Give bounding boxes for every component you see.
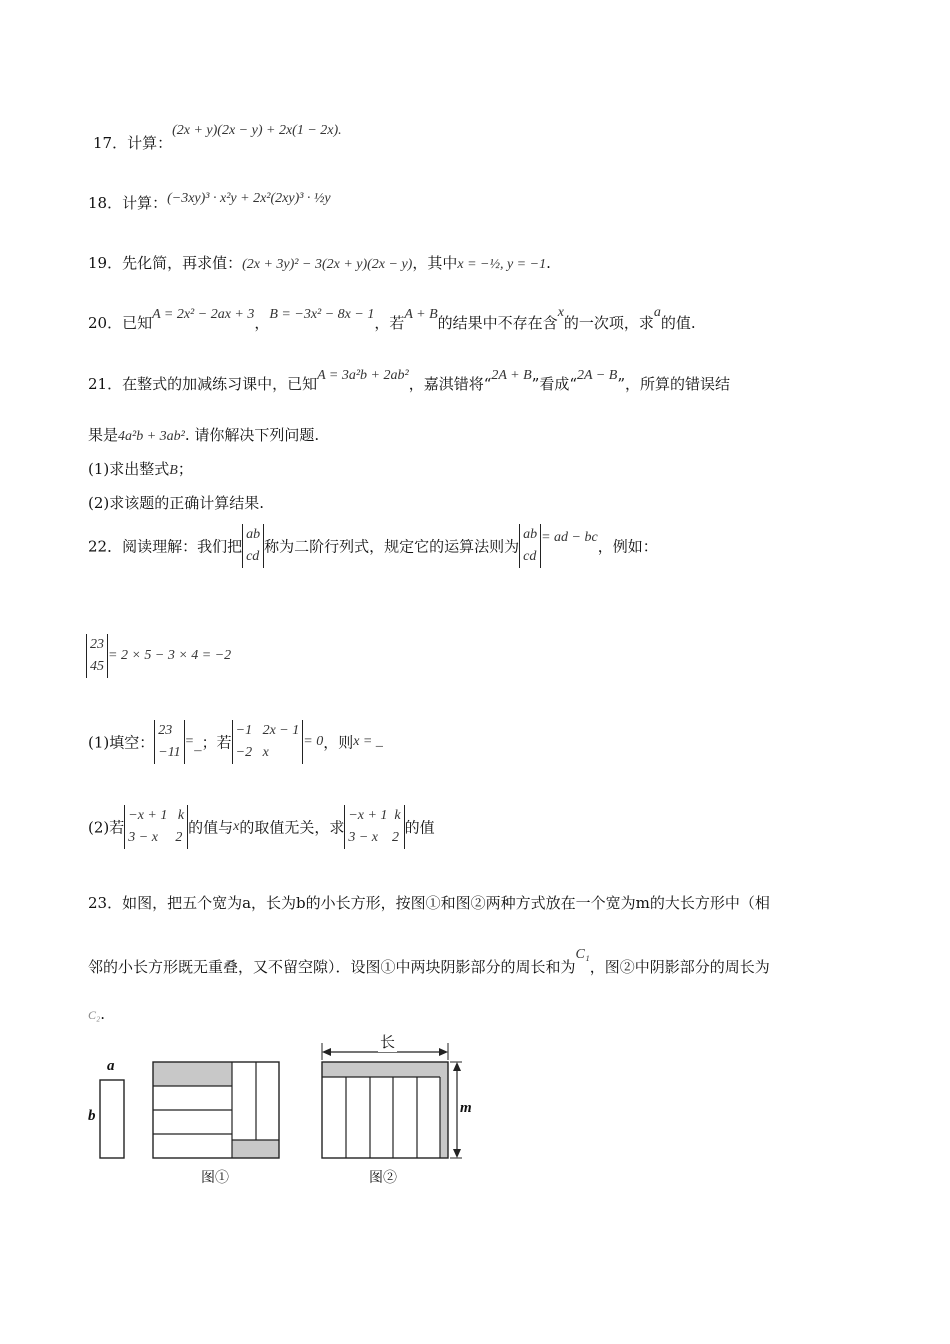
fig-label-b: b: [88, 1108, 96, 1124]
q22-d1r2: cd: [246, 549, 260, 564]
q22-s1c: _；若: [194, 733, 232, 752]
q23-l3: .: [100, 1005, 105, 1023]
q23-l1: 23．如图，把五个宽为a，长为b的小长方形，按图①和图②两种方式放在一个宽为m的大长方形中（相: [88, 894, 770, 912]
q22-s1a: (1)填空：: [88, 733, 155, 752]
fig1-caption: 图①: [201, 1170, 229, 1186]
q19-label: 19．先化简，再求值：: [88, 254, 243, 272]
q19-expr: (2x + 3y)² − 3(2x + y)(2x − y): [242, 257, 413, 272]
q22-s1f: x = _: [353, 734, 383, 749]
q23-l2a: 邻的小长方形既无重叠，又不留空隙）．设图①中两块阴影部分的周长和为: [88, 958, 576, 976]
q20-AB: A + B: [404, 307, 438, 322]
q23-l2b: ，图②中阴影部分的周长为: [589, 958, 770, 976]
m-arrowhead-bottom: [453, 1149, 461, 1158]
fig2-caption: 图②: [369, 1170, 397, 1186]
q18-label: 18．计算：: [88, 194, 168, 212]
q22-d2r2: cd: [523, 549, 537, 564]
len-arrowhead-right: [439, 1048, 448, 1056]
q20-p4: 的一次项，求: [563, 314, 654, 332]
fig1-outer: [153, 1062, 279, 1158]
q18: [88, 192, 331, 213]
q19-cond: x = −½, y = −1: [457, 257, 547, 272]
fig2-shade-right: [440, 1062, 448, 1158]
q22-f1r1: 23: [158, 723, 173, 738]
q17: [93, 123, 342, 153]
q21-sub1: [88, 458, 193, 479]
q22-g1r1: −x + 1 k: [128, 808, 185, 823]
q20-a: a: [653, 305, 661, 320]
q17-label: 17．计算：: [93, 134, 173, 152]
q22-f1-det: [154, 720, 184, 764]
q22-s1d: = 0: [303, 734, 324, 749]
q19: [88, 252, 551, 273]
q22-f2r1: −1 2x − 1: [235, 723, 300, 738]
m-arrowhead-top: [453, 1062, 461, 1071]
q22-ex-r2: 45: [90, 659, 104, 674]
q22-d2r1: ab: [523, 527, 538, 542]
q23-line1: [88, 892, 770, 913]
q22-det2: [519, 524, 541, 568]
q21-sub1b: B: [169, 463, 178, 478]
q22-s2d: 的取值无关，求: [239, 818, 345, 837]
q22-s1e: ，则: [323, 733, 354, 752]
q23-C2: C₂: [88, 1008, 101, 1022]
q22-ex-r1: 23: [90, 637, 104, 652]
q20-p1: 20．已知: [88, 314, 153, 332]
fig-label-length: 长: [380, 1033, 396, 1051]
q22-ex-det: [86, 634, 108, 678]
q19-end: .: [546, 254, 551, 272]
q20-p5: 的值.: [660, 314, 696, 332]
q22-s2e: 的值: [404, 818, 435, 837]
small-rect: [100, 1080, 124, 1158]
figure-1: [153, 1062, 279, 1158]
q21-e2: 2A − B: [577, 368, 618, 383]
q21-l2a: 果是: [88, 426, 119, 444]
q19-mid: ，其中: [412, 254, 458, 272]
q22-p2: 称为二阶行列式，规定它的运算法则为: [264, 537, 520, 556]
fig2-outer: [322, 1062, 448, 1158]
q22-p1: 22．阅读理解：我们把: [88, 537, 243, 556]
q23-line3: [88, 1005, 105, 1023]
q22-line1: [88, 524, 658, 568]
q22-g2r2: 3 − x 2: [348, 830, 399, 845]
q20-B: B = −3x² − 8x − 1: [269, 307, 375, 322]
q23-C1: C₁: [575, 947, 590, 962]
q22-example: [86, 634, 231, 678]
q21-line1: [88, 368, 730, 394]
q23-line2: [88, 947, 770, 977]
q22-ex-val: = 2 × 5 − 3 × 4 = −2: [108, 648, 232, 663]
fig2-shade-top: [322, 1062, 448, 1077]
q20-A: A = 2x² − 2ax + 3: [152, 307, 255, 322]
fig1-shade-bottom: [232, 1140, 279, 1158]
q22-p3: ，例如：: [597, 537, 658, 556]
q21-line2: [88, 424, 319, 445]
q22-rule: = ad − bc: [541, 530, 598, 545]
q21-sub1a: (1)求出整式: [88, 460, 170, 478]
q22-g2r1: −x + 1 k: [348, 808, 401, 823]
q22-s2b: 的值与: [188, 818, 234, 837]
q20-p3: 的结果中不存在含: [437, 314, 558, 332]
q21-sub1c: ；: [177, 460, 193, 478]
q21-p2: ，嘉淇错将“: [408, 375, 492, 393]
q22-s1b: =: [184, 734, 195, 749]
q21-sub2: [88, 492, 264, 513]
fig-label-m: m: [460, 1100, 472, 1116]
q22-f1r2: −11: [158, 745, 181, 760]
q21-p1: 21．在整式的加减练习课中，已知: [88, 375, 318, 393]
q21-sub2-text: (2)求该题的正确计算结果.: [88, 494, 265, 512]
q22-g1r2: 3 − x 2: [128, 830, 183, 845]
q22-f2r2: −2 x: [235, 745, 269, 760]
q20-sep: ，: [254, 314, 270, 332]
fig-label-a: a: [107, 1058, 115, 1074]
len-arrowhead-left: [322, 1048, 331, 1056]
figure-2: [322, 1043, 462, 1158]
q21-p4: ”，所算的错误结: [617, 375, 730, 393]
q18-expr: (−3xy)³ · x²y + 2x²(2xy)³ · ½y: [167, 191, 331, 206]
q22-g2-det: [344, 805, 404, 849]
q21-p3: ”看成“: [531, 375, 578, 393]
q21-A: A = 3a²b + 2ab²: [317, 368, 409, 383]
q20: [88, 305, 696, 333]
q22-sub1: [88, 720, 383, 764]
q22-d1r1: ab: [246, 527, 261, 542]
q22-sub2: [88, 805, 435, 849]
q17-expr: (2x + y)(2x − y) + 2x(1 − 2x).: [172, 123, 342, 138]
q20-x: x: [557, 305, 564, 320]
q22-det1: [242, 524, 264, 568]
q22-s2a: (2)若: [88, 818, 125, 837]
q22-f2-det: [232, 720, 304, 764]
q21-e1: 2A + B: [491, 368, 532, 383]
q20-p2: ，若: [374, 314, 405, 332]
q21-l2b: . 请你解决下列问题.: [184, 426, 320, 444]
q22-g1-det: [124, 805, 188, 849]
q21-res: 4a²b + 3ab²: [118, 429, 185, 444]
q22-s2c: x: [233, 819, 240, 834]
fig1-shade-top: [153, 1062, 232, 1086]
